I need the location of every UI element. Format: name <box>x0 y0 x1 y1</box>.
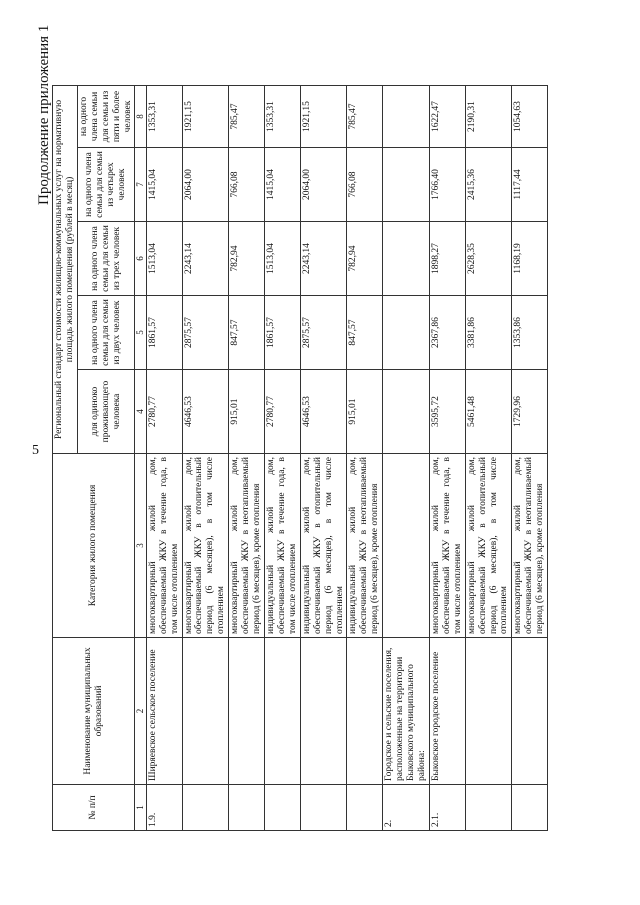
section-empty <box>383 296 430 370</box>
cost-value: 782,94 <box>347 222 383 296</box>
cost-value: 1353,31 <box>265 86 301 148</box>
cost-value: 1729,96 <box>512 370 548 454</box>
table-row <box>300 86 347 831</box>
header-group: Региональный стандарт стоимости жилищно-коммунальных услуг на нормативную площадь жилого помещения (рублей в месяц) <box>53 86 78 454</box>
cost-value: 1353,86 <box>512 296 548 370</box>
cost-value: 1513,04 <box>265 222 301 296</box>
municipality-name <box>229 638 265 785</box>
row-number <box>229 785 265 831</box>
section-no: 2. <box>383 785 430 831</box>
column-number: 8 <box>135 86 146 148</box>
cost-value: 1117,44 <box>512 148 548 222</box>
page-number: 5 <box>32 443 39 458</box>
column-number: 3 <box>135 454 146 638</box>
cost-value: 1766,40 <box>429 148 465 222</box>
column-number: 1 <box>135 785 146 831</box>
row-number <box>300 785 347 831</box>
section-block <box>383 86 430 831</box>
cost-value: 847,57 <box>229 296 265 370</box>
section-row <box>383 86 430 831</box>
cost-value: 915,01 <box>347 370 383 454</box>
column-number: 2 <box>135 638 146 785</box>
housing-category: индивидуальный жилой дом, обеспечиваемый ЖКУ в отопительный период (6 месяцев), в том числе отоплением <box>300 454 347 638</box>
table-row <box>265 86 301 831</box>
cost-value: 785,47 <box>347 86 383 148</box>
row-number <box>512 785 548 831</box>
cost-value: 1861,57 <box>146 296 182 370</box>
appendix-title: Продолжение приложения 1 <box>36 24 52 205</box>
cost-value: 915,01 <box>229 370 265 454</box>
header-col7: на одного члена семьи для семьи из четырех человек <box>77 148 135 222</box>
header-row-1 <box>53 86 78 831</box>
cost-value: 4646,53 <box>182 370 229 454</box>
row-number <box>347 785 383 831</box>
cost-value: 1861,57 <box>265 296 301 370</box>
cost-value: 2628,35 <box>465 222 512 296</box>
housing-category: многоквартирный жилой дом, обеспечиваемый ЖКУ в течение года, в том числе отоплением <box>146 454 182 638</box>
row-number: 1.9. <box>146 785 182 831</box>
housing-category: индивидуальный жилой дом, обеспечиваемый ЖКУ в течение года, в том числе отоплением <box>265 454 301 638</box>
header-category: Категория жилого помещения <box>53 454 135 638</box>
cost-value: 1415,04 <box>146 148 182 222</box>
row-number <box>265 785 301 831</box>
table-row <box>465 86 512 831</box>
header-municipality: Наименование муниципальных образований <box>53 638 135 785</box>
housing-category: индивидуальный жилой дом, обеспечиваемый ЖКУ в неотапливаемый период (6 месяцев), кроме отопления <box>347 454 383 638</box>
cost-value: 1921,15 <box>300 86 347 148</box>
section-empty <box>383 86 430 148</box>
table-body-bykovskoe <box>429 86 547 831</box>
cost-value: 847,57 <box>347 296 383 370</box>
header-col4: для одиноко проживающего человека <box>77 370 135 454</box>
cost-value: 1513,04 <box>146 222 182 296</box>
header-col6: на одного члена семьи для семьи из трех человек <box>77 222 135 296</box>
row-number <box>182 785 229 831</box>
cost-value: 2190,31 <box>465 86 512 148</box>
table-row <box>182 86 229 831</box>
municipality-name <box>347 638 383 785</box>
municipality-name: Ширяевское сельское поселение <box>146 638 182 785</box>
header-no: № п/п <box>53 785 135 831</box>
municipality-name <box>512 638 548 785</box>
municipality-name <box>265 638 301 785</box>
municipality-name <box>182 638 229 785</box>
section-empty <box>383 148 430 222</box>
housing-category: многоквартирный жилой дом, обеспечиваемый ЖКУ в неотапливаемый период (6 месяцев), кроме отопления <box>512 454 548 638</box>
section-name: Городское и сельские поселения, расположенные на территории Быковского муниципального района: <box>383 638 430 785</box>
cost-value: 3381,86 <box>465 296 512 370</box>
housing-category: многоквартирный жилой дом, обеспечиваемый ЖКУ в отопительный период (6 месяцев), в том числе отоплением <box>465 454 512 638</box>
cost-value: 2243,14 <box>300 222 347 296</box>
cost-value: 2415,36 <box>465 148 512 222</box>
housing-category: многоквартирный жилой дом, обеспечиваемый ЖКУ в отопительный период (6 месяцев), в том числе отоплением <box>182 454 229 638</box>
cost-value: 2780,77 <box>146 370 182 454</box>
column-number-row <box>135 86 146 831</box>
table-row <box>229 86 265 831</box>
column-number: 7 <box>135 148 146 222</box>
cost-value: 1622,47 <box>429 86 465 148</box>
cost-value: 1353,31 <box>146 86 182 148</box>
column-number: 4 <box>135 370 146 454</box>
header-col8: на одного члена семьи для семьи из пяти и более человек <box>77 86 135 148</box>
cost-value: 3595,72 <box>429 370 465 454</box>
cost-value: 2367,86 <box>429 296 465 370</box>
cost-value: 2064,00 <box>182 148 229 222</box>
cost-value: 785,47 <box>229 86 265 148</box>
section-empty <box>383 454 430 638</box>
table-row <box>146 86 182 831</box>
row-number: 2.1. <box>429 785 465 831</box>
municipality-name <box>300 638 347 785</box>
cost-value: 4646,53 <box>300 370 347 454</box>
cost-value: 766,08 <box>229 148 265 222</box>
section-empty <box>383 370 430 454</box>
cost-value: 2875,57 <box>300 296 347 370</box>
cost-value: 1054,63 <box>512 86 548 148</box>
cost-value: 2875,57 <box>182 296 229 370</box>
section-empty <box>383 222 430 296</box>
table-row <box>347 86 383 831</box>
cost-value: 1415,04 <box>265 148 301 222</box>
row-number <box>465 785 512 831</box>
cost-value: 2064,00 <box>300 148 347 222</box>
housing-category: многоквартирный жилой дом, обеспечиваемый ЖКУ в неотапливаемый период (6 месяцев), кроме отопления <box>229 454 265 638</box>
table-row <box>512 86 548 831</box>
cost-value: 2780,77 <box>265 370 301 454</box>
cost-value: 1898,27 <box>429 222 465 296</box>
cost-value: 1921,15 <box>182 86 229 148</box>
column-number: 5 <box>135 296 146 370</box>
header-col5: на одного члена семьи для семьи из двух человек <box>77 296 135 370</box>
cost-value: 766,08 <box>347 148 383 222</box>
housing-cost-table <box>52 85 548 831</box>
cost-value: 1168,19 <box>512 222 548 296</box>
table-body-shiryaevskoe <box>146 86 382 831</box>
municipality-name <box>465 638 512 785</box>
housing-category: многоквартирный жилой дом, обеспечиваемый ЖКУ в течение года, в том числе отоплением <box>429 454 465 638</box>
table-row <box>429 86 465 831</box>
municipality-name: Быковское городское поселение <box>429 638 465 785</box>
cost-value: 2243,14 <box>182 222 229 296</box>
cost-value: 782,94 <box>229 222 265 296</box>
cost-value: 5461,48 <box>465 370 512 454</box>
column-number: 6 <box>135 222 146 296</box>
